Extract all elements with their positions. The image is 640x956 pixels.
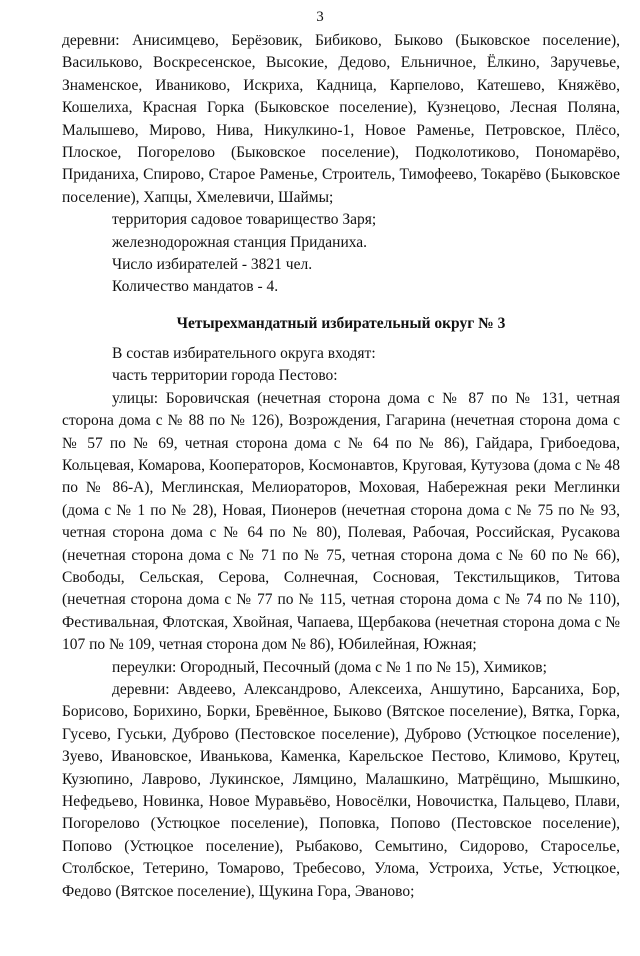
district-heading: Четырехмандатный избирательный округ № 3 xyxy=(176,314,506,332)
city-part-line: часть территории города Пестово: xyxy=(112,367,338,385)
streets-list: улицы: Боровичская (нечетная сторона дома с № 87 по № 131, четная сторона дома с № 88 по № 126), Возрождения, Гагарина (нечетная сторона дома с № 57 по № 69, четная сторона дома с № 64 по № 86), Гайдара, Грибоедова, Кольцевая, Комарова, Кооператоров, Космонавтов, Круговая, Кутузова (дома с № 48 по № 86-А), Меглинская, Мелиораторов, Моховая, Набережная реки Меглинки (дома с № 1 по № 28), Новая, Пионеров (нечетная сторона дома с № 75 по № 93, четная сторона дома с № 64 по № 80), Полевая, Рабочая, Российская, Русакова (нечетная сторона дома с № 71 по № 75, четная сторона дома с № 60 по № 66), Свободы, Сельская, Серова, Солнечная, Сосновая, Текстильщиков, Титова (нечетная сторона дома с № 77 по № 115, четная сторона дома с № 74 по № 110), Фестивальная, Флотская, Хвойная, Чапаева, Щербакова (нечетная сторона дома с № 107 по № 109, четная сторона дом № 86), Юбилейная, Южная; xyxy=(62,389,620,654)
territory-line: территория садовое товарищество Заря; xyxy=(112,211,377,229)
mandates-count: Количество мандатов - 4. xyxy=(112,278,279,296)
lanes-list: переулки: Огородный, Песочный (дома с № 1 по № 15), Химиков; xyxy=(112,658,547,676)
villages-list-district-2: деревни: Анисимцево, Берёзовик, Бибиково, Быково (Быковское поселение), Васильково, Воскресенское, Высокие, Дедово, Ельничное, Ёлкино, Заручевье, Знаменское, Иваниково, Искриха, Кадница, Карпелово, Катешево, Княжёво, Кошелиха, Красная Горка (Быковское поселение), Кузнецово, Лесная Поляна, Малышево, Мирово, Нива, Никулкино-1, Новое Раменье, Петровское, Плёсо, Плоское, Погорелово (Быковское поселение), Подколотиково, Пономарёво, Приданиха, Спирово, Старое Раменье, Строитель, Тимофеево, Токарёво (Быковское поселение), Хапцы, Хмелевичи, Шаймы; xyxy=(62,32,620,206)
villages-list-district-3: деревни: Авдеево, Александрово, Алексеиха, Аншутино, Барсаниха, Бор, Борисово, Борихино, Борки, Бревённое, Быково (Вятское поселение), Вятка, Горка, Гусево, Гуськи, Дуброво (Пестовское поселение), Дуброво (Устюцкое поселение), Зуево, Ивановское, Иванькова, Каменка, Карельское Пестово, Климово, Крутец, Кузюпино, Лаврово, Лукинское, Лямцино, Малашкино, Матрёщино, Мышкино, Нефедьево, Новинка, Новое Муравьёво, Новосёлки, Новочистка, Пальцево, Плави, Погорелово (Устюцкое поселение), Поповка, Попово (Пестовское поселение), Попово (Устюцкое поселение), Рыбаково, Семытино, Сидорово, Староселье, Столбское, Тетерино, Томарово, Требесово, Улома, Устроиха, Устье, Устюцкое, Федово (Вятское поселение), Щукина Гора, Эваново; xyxy=(62,680,620,900)
page-number: 3 xyxy=(316,9,324,25)
district-intro: В состав избирательного округа входят: xyxy=(112,344,376,362)
voters-count: Число избирателей - 3821 чел. xyxy=(112,256,313,274)
station-line: железнодорожная станция Приданиха. xyxy=(112,233,368,251)
